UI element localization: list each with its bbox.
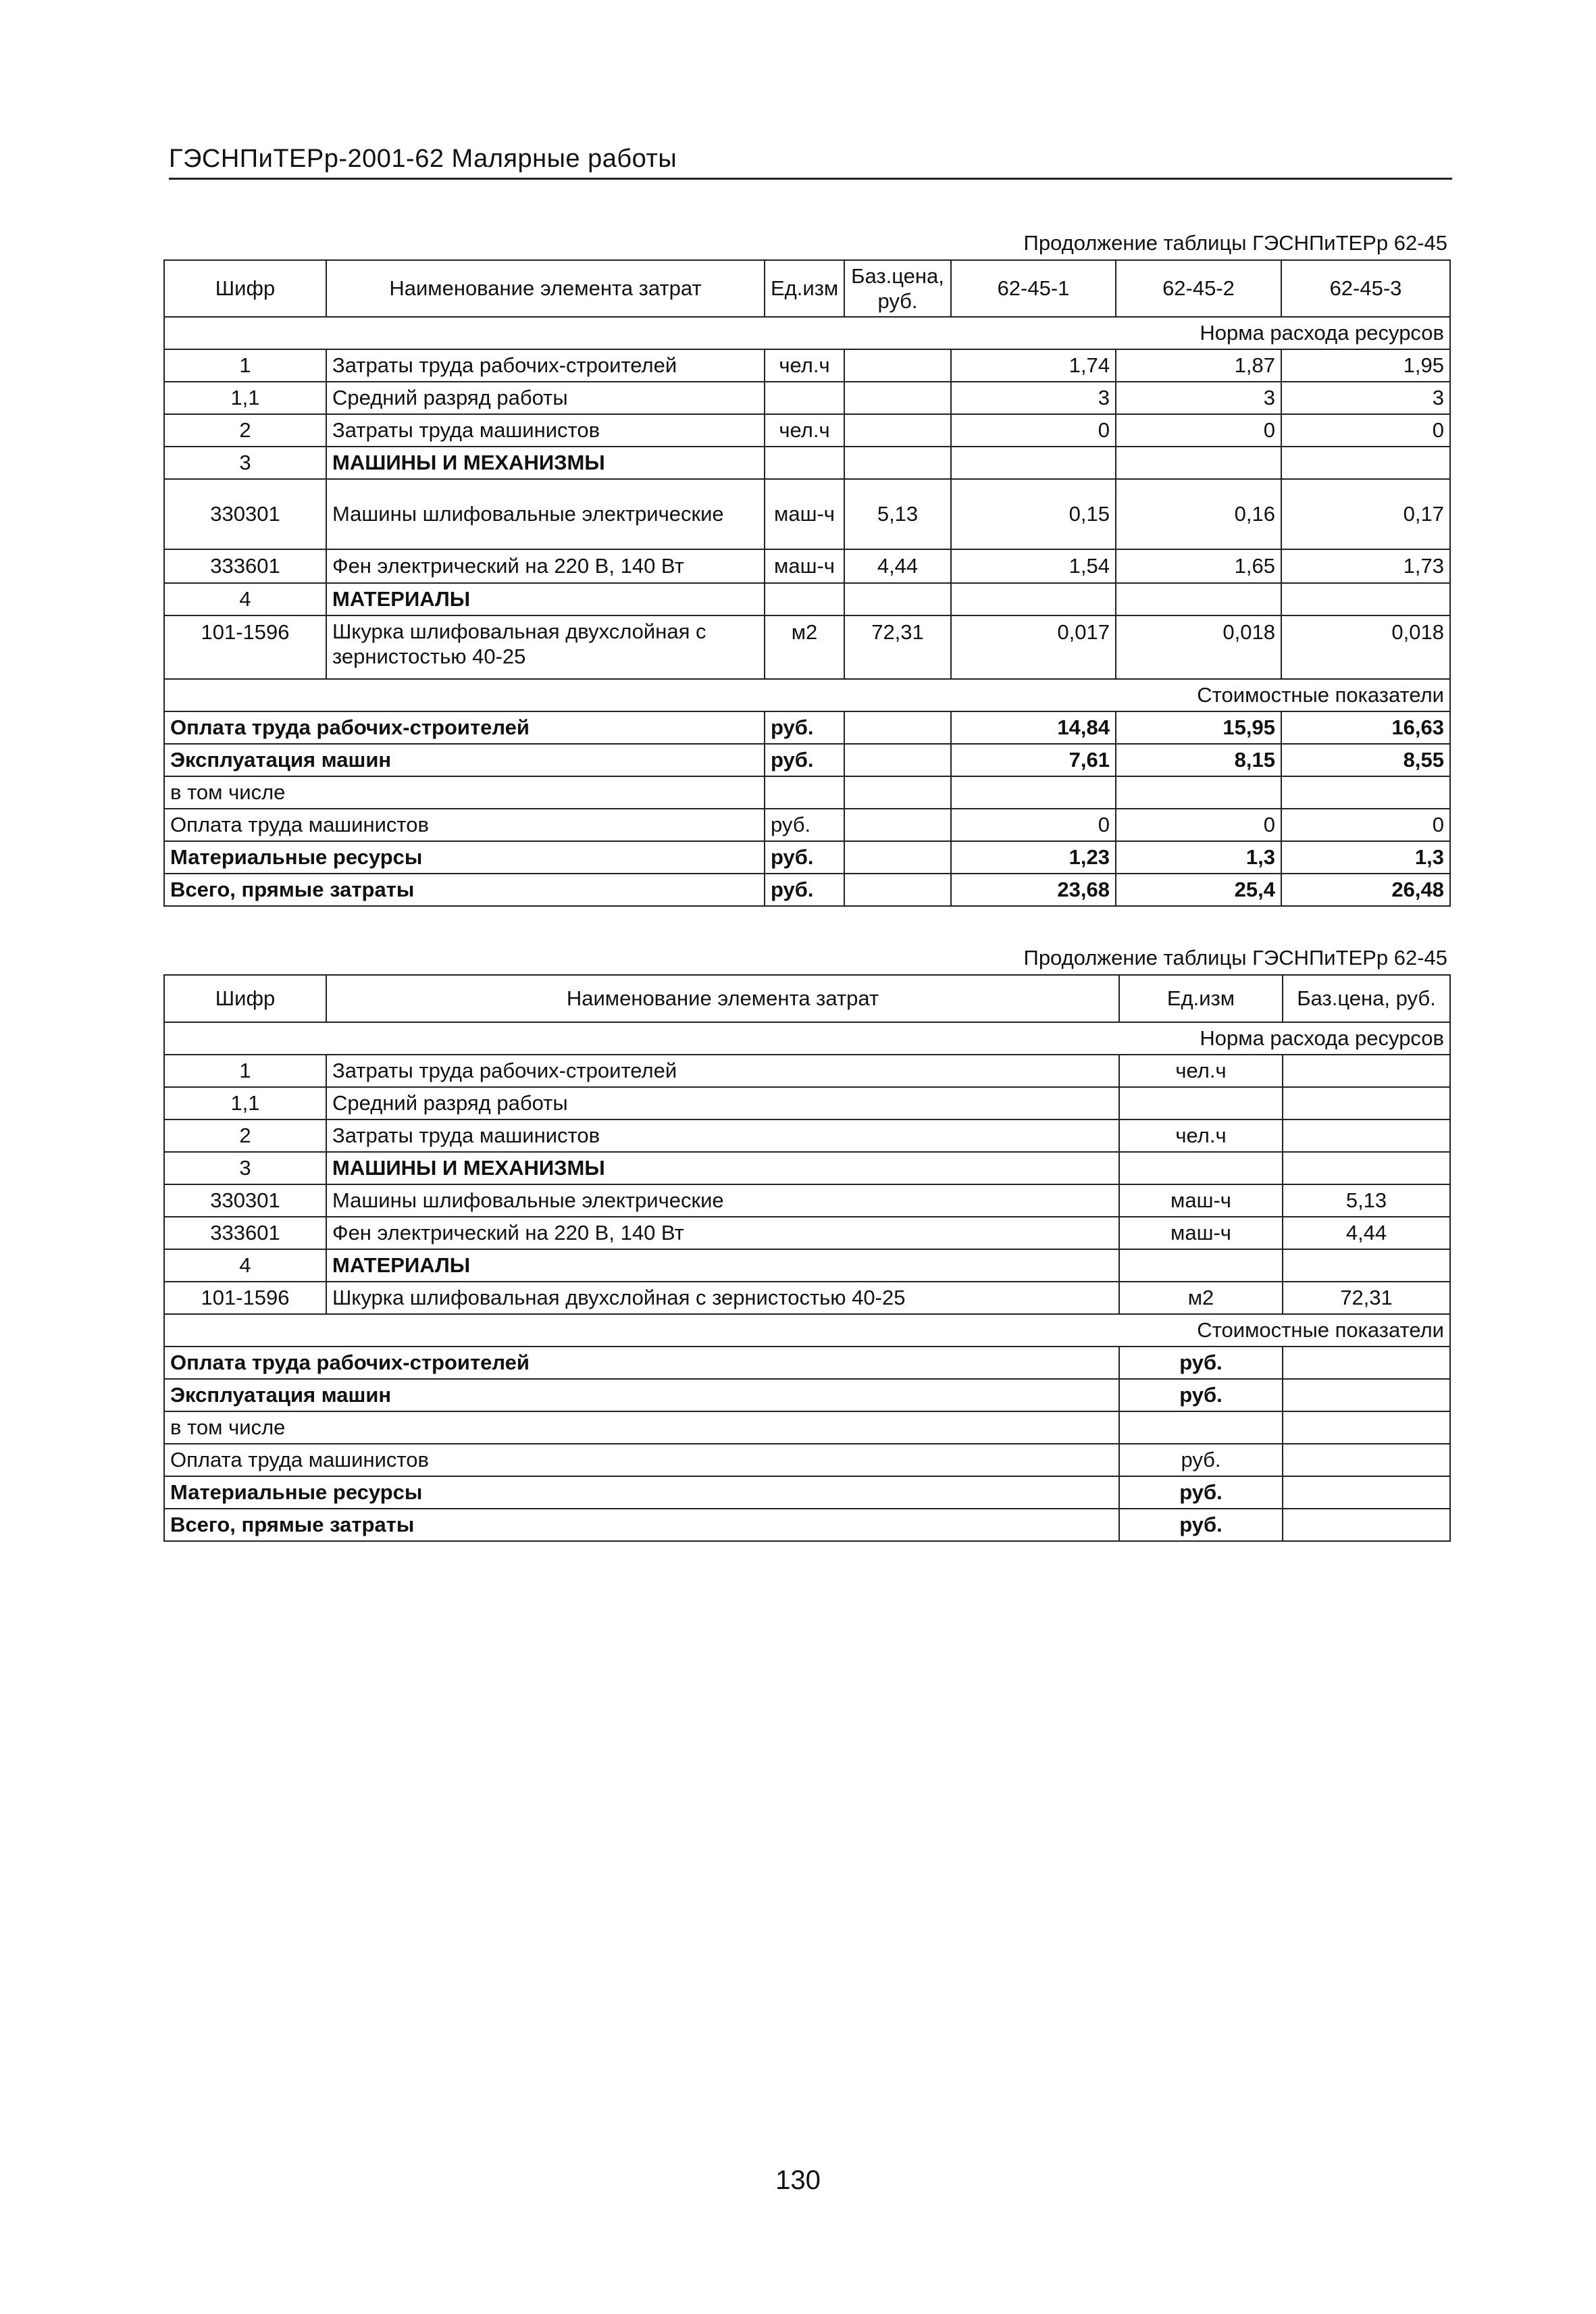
row-price: 72,31 <box>1283 1282 1450 1314</box>
header-col-62-45-2: 62-45-2 <box>1116 260 1281 317</box>
cost-name: Эксплуатация машин <box>164 744 765 776</box>
row-price <box>1283 1120 1450 1152</box>
row-name: МАШИНЫ И МЕХАНИЗМЫ <box>326 447 765 479</box>
row-code: 3 <box>164 1152 326 1184</box>
cost-row <box>164 1509 1450 1541</box>
row-unit <box>765 583 844 615</box>
row-price: 5,13 <box>844 479 951 549</box>
row-unit: маш-ч <box>765 549 844 583</box>
cost-empty <box>1283 1509 1450 1541</box>
row-name: Средний разряд работы <box>326 382 765 414</box>
row-code: 1,1 <box>164 382 326 414</box>
row-name: Машины шлифовальные электрические <box>326 1184 1119 1217</box>
row-value-1: 3 <box>951 382 1116 414</box>
cost-name: в том числе <box>164 776 765 809</box>
cost-unit: руб. <box>1119 1509 1283 1541</box>
header-name: Наименование элемента затрат <box>326 975 1119 1022</box>
row-value-3 <box>1281 583 1450 615</box>
table-row <box>164 1087 1450 1120</box>
row-name: Затраты труда машинистов <box>326 1120 1119 1152</box>
row-unit: чел.ч <box>1119 1120 1283 1152</box>
cost-name: Оплата труда рабочих-строителей <box>164 711 765 744</box>
table-row <box>164 479 1450 549</box>
row-name: Фен электрический на 220 В, 140 Вт <box>326 549 765 583</box>
norm-label: Норма расхода ресурсов <box>164 317 1450 349</box>
cost-value-3: 8,55 <box>1281 744 1450 776</box>
cost-unit: руб. <box>1119 1444 1283 1476</box>
cost-unit <box>1119 1411 1283 1444</box>
table1-header-row <box>164 260 1450 317</box>
cost-value-1: 14,84 <box>951 711 1116 744</box>
header-col-62-45-1: 62-45-1 <box>951 260 1116 317</box>
row-value-2 <box>1116 583 1281 615</box>
row-price <box>844 414 951 447</box>
row-name: Затраты труда рабочих-строителей <box>326 349 765 382</box>
cost-empty <box>844 841 951 874</box>
row-unit: маш-ч <box>765 479 844 549</box>
table-row <box>164 1055 1450 1087</box>
cost-empty <box>844 776 951 809</box>
row-name: Машины шлифовальные электрические <box>326 479 765 549</box>
cost-name: Оплата труда машинистов <box>164 809 765 841</box>
row-value-2: 3 <box>1116 382 1281 414</box>
row-name: МАШИНЫ И МЕХАНИЗМЫ <box>326 1152 1119 1184</box>
row-value-3: 1,73 <box>1281 549 1450 583</box>
row-code: 330301 <box>164 1184 326 1217</box>
header-price: Баз.цена, руб. <box>1283 975 1450 1022</box>
cost-name: Материальные ресурсы <box>164 841 765 874</box>
cost-value-3: 16,63 <box>1281 711 1450 744</box>
row-unit: маш-ч <box>1119 1217 1283 1249</box>
table2-header-row <box>164 975 1450 1022</box>
header-name: Наименование элемента затрат <box>326 260 765 317</box>
cost-empty <box>844 809 951 841</box>
table-row <box>164 447 1450 479</box>
row-value-1: 0 <box>951 414 1116 447</box>
table-row <box>164 349 1450 382</box>
row-name: Шкурка шлифовальная двухслойная с зернистостью 40-25 <box>326 615 765 679</box>
cost-name: Всего, прямые затраты <box>164 1509 1119 1541</box>
row-price <box>844 583 951 615</box>
row-price <box>1283 1087 1450 1120</box>
cost-value-2 <box>1116 776 1281 809</box>
row-unit <box>765 382 844 414</box>
cost-label-row <box>164 679 1450 711</box>
table-row <box>164 1249 1450 1282</box>
page-number: 130 <box>775 2165 821 2195</box>
table-row <box>164 1282 1450 1314</box>
cost-name: Оплата труда рабочих-строителей <box>164 1347 1119 1379</box>
cost-row <box>164 1476 1450 1509</box>
row-code: 1 <box>164 1055 326 1087</box>
row-code: 1,1 <box>164 1087 326 1120</box>
cost-empty <box>844 744 951 776</box>
row-value-3: 1,95 <box>1281 349 1450 382</box>
cost-unit: руб. <box>765 744 844 776</box>
page-header: ГЭСНПиТЕРр-2001-62 Малярные работы <box>169 145 1452 180</box>
cost-row <box>164 841 1450 874</box>
norm-row <box>164 1022 1450 1055</box>
table-row <box>164 583 1450 615</box>
row-name: Фен электрический на 220 В, 140 Вт <box>326 1217 1119 1249</box>
table-row <box>164 615 1450 679</box>
row-value-2: 0,018 <box>1116 615 1281 679</box>
cost-name: Всего, прямые затраты <box>164 874 765 906</box>
cost-unit: руб. <box>765 841 844 874</box>
header-unit: Ед.изм <box>1119 975 1283 1022</box>
cost-empty <box>1283 1444 1450 1476</box>
row-unit <box>1119 1087 1283 1120</box>
cost-unit: руб. <box>765 874 844 906</box>
cost-unit <box>765 776 844 809</box>
header-code: Шифр <box>164 975 326 1022</box>
row-value-2: 1,87 <box>1116 349 1281 382</box>
cost-row <box>164 744 1450 776</box>
table1 <box>163 259 1451 907</box>
norm-row <box>164 317 1450 349</box>
cost-label-row <box>164 1314 1450 1347</box>
row-unit: маш-ч <box>1119 1184 1283 1217</box>
row-price <box>844 382 951 414</box>
row-code: 2 <box>164 1120 326 1152</box>
cost-value-1: 7,61 <box>951 744 1116 776</box>
header-col-62-45-3: 62-45-3 <box>1281 260 1450 317</box>
cost-row <box>164 711 1450 744</box>
row-value-3: 0,018 <box>1281 615 1450 679</box>
cost-unit: руб. <box>1119 1347 1283 1379</box>
row-value-2: 0 <box>1116 414 1281 447</box>
row-unit: м2 <box>1119 1282 1283 1314</box>
cost-name: в том числе <box>164 1411 1119 1444</box>
row-value-3 <box>1281 447 1450 479</box>
cost-value-2: 0 <box>1116 809 1281 841</box>
cost-empty <box>844 711 951 744</box>
row-price <box>1283 1152 1450 1184</box>
cost-value-1: 1,23 <box>951 841 1116 874</box>
row-name: Затраты труда машинистов <box>326 414 765 447</box>
cost-value-1 <box>951 776 1116 809</box>
cost-label: Стоимостные показатели <box>164 679 1450 711</box>
row-value-3: 3 <box>1281 382 1450 414</box>
row-value-1: 1,54 <box>951 549 1116 583</box>
cost-row <box>164 1379 1450 1411</box>
cost-name: Материальные ресурсы <box>164 1476 1119 1509</box>
row-code: 4 <box>164 583 326 615</box>
table1-caption: Продолжение таблицы ГЭСНПиТЕРр 62-45 <box>1023 231 1447 255</box>
header-unit: Ед.изм <box>765 260 844 317</box>
row-price: 4,44 <box>844 549 951 583</box>
cost-row <box>164 874 1450 906</box>
row-unit: чел.ч <box>765 414 844 447</box>
cost-value-2: 25,4 <box>1116 874 1281 906</box>
table2-caption: Продолжение таблицы ГЭСНПиТЕРр 62-45 <box>1023 946 1447 970</box>
table-row <box>164 1184 1450 1217</box>
cost-empty <box>844 874 951 906</box>
row-price <box>1283 1055 1450 1087</box>
cost-label: Стоимостные показатели <box>164 1314 1450 1347</box>
cost-unit: руб. <box>765 711 844 744</box>
cost-unit: руб. <box>765 809 844 841</box>
row-value-1: 0,15 <box>951 479 1116 549</box>
cost-value-2: 15,95 <box>1116 711 1281 744</box>
row-value-1: 0,017 <box>951 615 1116 679</box>
row-name: Шкурка шлифовальная двухслойная с зернистостью 40-25 <box>326 1282 1119 1314</box>
cost-name: Эксплуатация машин <box>164 1379 1119 1411</box>
row-unit <box>1119 1249 1283 1282</box>
row-unit: м2 <box>765 615 844 679</box>
row-name: МАТЕРИАЛЫ <box>326 1249 1119 1282</box>
row-name: МАТЕРИАЛЫ <box>326 583 765 615</box>
table-row <box>164 1152 1450 1184</box>
cost-row <box>164 1347 1450 1379</box>
table-row <box>164 414 1450 447</box>
row-code: 2 <box>164 414 326 447</box>
row-unit: чел.ч <box>765 349 844 382</box>
row-value-1 <box>951 583 1116 615</box>
row-code: 101-1596 <box>164 615 326 679</box>
row-value-2: 0,16 <box>1116 479 1281 549</box>
row-code: 101-1596 <box>164 1282 326 1314</box>
cost-value-2: 8,15 <box>1116 744 1281 776</box>
cost-name: Оплата труда машинистов <box>164 1444 1119 1476</box>
norm-label: Норма расхода ресурсов <box>164 1022 1450 1055</box>
row-code: 4 <box>164 1249 326 1282</box>
row-code: 330301 <box>164 479 326 549</box>
row-price: 72,31 <box>844 615 951 679</box>
row-unit <box>765 447 844 479</box>
cost-row <box>164 809 1450 841</box>
row-price: 4,44 <box>1283 1217 1450 1249</box>
row-code: 333601 <box>164 1217 326 1249</box>
header-code: Шифр <box>164 260 326 317</box>
row-price: 5,13 <box>1283 1184 1450 1217</box>
row-unit: чел.ч <box>1119 1055 1283 1087</box>
row-value-2: 1,65 <box>1116 549 1281 583</box>
cost-empty <box>1283 1379 1450 1411</box>
row-value-1: 1,74 <box>951 349 1116 382</box>
cost-value-3 <box>1281 776 1450 809</box>
cost-unit: руб. <box>1119 1476 1283 1509</box>
row-price <box>844 349 951 382</box>
table-row <box>164 382 1450 414</box>
cost-value-3: 26,48 <box>1281 874 1450 906</box>
row-unit <box>1119 1152 1283 1184</box>
cost-empty <box>1283 1411 1450 1444</box>
row-value-2 <box>1116 447 1281 479</box>
row-value-3: 0,17 <box>1281 479 1450 549</box>
cost-value-1: 23,68 <box>951 874 1116 906</box>
cost-empty <box>1283 1347 1450 1379</box>
cost-value-3: 0 <box>1281 809 1450 841</box>
cost-row <box>164 1444 1450 1476</box>
cost-value-1: 0 <box>951 809 1116 841</box>
cost-row <box>164 1411 1450 1444</box>
row-code: 333601 <box>164 549 326 583</box>
cost-value-3: 1,3 <box>1281 841 1450 874</box>
table-row <box>164 1217 1450 1249</box>
row-code: 1 <box>164 349 326 382</box>
cost-empty <box>1283 1476 1450 1509</box>
row-value-1 <box>951 447 1116 479</box>
table2 <box>163 974 1451 1542</box>
cost-value-2: 1,3 <box>1116 841 1281 874</box>
table-row <box>164 1120 1450 1152</box>
header-price: Баз.цена, руб. <box>844 260 951 317</box>
row-name: Средний разряд работы <box>326 1087 1119 1120</box>
table-row <box>164 549 1450 583</box>
cost-row <box>164 776 1450 809</box>
row-code: 3 <box>164 447 326 479</box>
row-name: Затраты труда рабочих-строителей <box>326 1055 1119 1087</box>
row-value-3: 0 <box>1281 414 1450 447</box>
row-price <box>1283 1249 1450 1282</box>
row-price <box>844 447 951 479</box>
cost-unit: руб. <box>1119 1379 1283 1411</box>
